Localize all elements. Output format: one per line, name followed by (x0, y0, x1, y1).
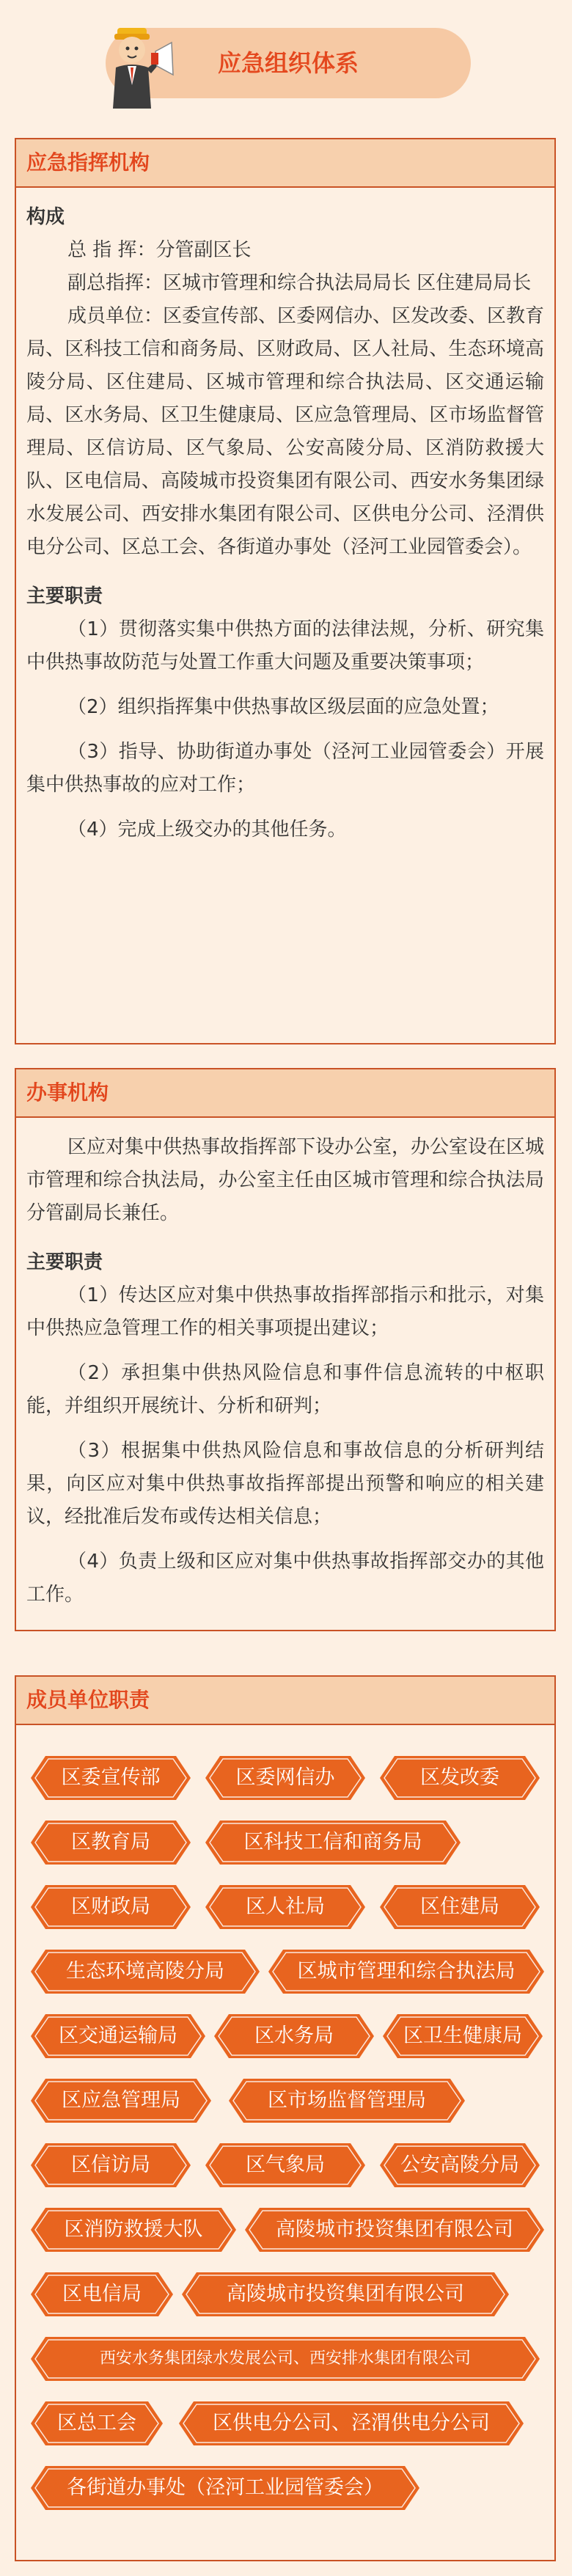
member-unit-tag[interactable]: 区交通运输局 (31, 2014, 205, 2058)
member-unit-tag[interactable]: 区财政局 (31, 1885, 191, 1929)
command-duty-1: （1）贯彻落实集中供热方面的法律法规，分析、研究集中供热事故防范与处置工作重大问题及重要决策事项； (26, 618, 544, 673)
members-heading: 成员单位职责 (16, 1677, 554, 1725)
office-duty-3: （3）根据集中供热风险信息和事故信息的分析研判结果，向区应对集中供热事故指挥部提出预警和响应的相关建议，经批准后发布或传达相关信息； (26, 1440, 544, 1528)
member-unit-tag[interactable]: 公安高陵分局 (380, 2143, 540, 2187)
member-unit-tag[interactable]: 高陵城市投资集团有限公司 (245, 2208, 544, 2252)
member-unit-tag[interactable]: 区消防救援大队 (31, 2208, 236, 2252)
composition-label: 构成 (26, 206, 65, 228)
command-duties-label: 主要职责 (26, 585, 103, 607)
command-heading: 应急指挥机构 (16, 139, 554, 188)
office-duty-1: （1）传达区应对集中供热事故指挥部指示和批示，对集中供热应急管理工作的相关事项提出建议； (26, 1284, 544, 1339)
command-duty-2: （2）组织指挥集中供热事故区级层面的应急处置； (67, 696, 499, 718)
member-unit-tag[interactable]: 区发改委 (380, 1756, 540, 1800)
member-unit-tag[interactable]: 区住建局 (380, 1885, 540, 1929)
office-duty-2: （2）承担集中供热风险信息和事件信息流转的中枢职能，并组织开展统计、分析和研判； (26, 1362, 544, 1417)
office-duties-label: 主要职责 (26, 1251, 103, 1273)
member-unit-tag[interactable]: 区供电分公司、泾渭供电分公司 (179, 2401, 524, 2445)
member-unit-tag[interactable]: 区教育局 (31, 1821, 191, 1865)
office-body (16, 1118, 554, 1619)
member-units-line: 成员单位：区委宣传部、区委网信办、区发改委、区教育局、区科技工信和商务局、区财政局、区人社局、生态环境高陵分局、区住建局、区城市管理和综合执法局、区交通运输局、区水务局、区卫生健康局、区应急管理局、区市场监督管理局、区信访局、区气象局、公安高陵分局、区消防救援大队、区电信局、高陵城市投资集团有限公司、西安水务集团绿水发展公司、西安排水集团有限公司、区供电分公司、泾渭供电分公司、区总工会、各街道办事处（泾河工业园管委会）。 (26, 305, 545, 558)
member-unit-tags (16, 1725, 554, 2554)
deputy-commander-line: 副总指挥：区城市管理和综合执法局局长 区住建局局长 (67, 272, 532, 294)
command-panel (15, 138, 556, 1044)
office-intro: 区应对集中供热事故指挥部下设办公室，办公室设在区城市管理和综合执法局，办公室主任由区城市管理和综合执法局分管副局长兼任。 (26, 1136, 545, 1224)
member-unit-tag[interactable]: 区卫生健康局 (383, 2014, 543, 2058)
office-duty-4: （4）负责上级和区应对集中供热事故指挥部交办的其他工作。 (26, 1551, 544, 1606)
member-unit-tag[interactable]: 区人社局 (205, 1885, 365, 1929)
page-header (0, 0, 572, 117)
page-title: 应急组织体系 (217, 49, 359, 77)
member-unit-tag[interactable]: 高陵城市投资集团有限公司 (182, 2272, 509, 2316)
member-unit-tag[interactable]: 区信访局 (31, 2143, 191, 2187)
command-duty-3: （3）指导、协助街道办事处（泾河工业园管委会）开展集中供热事故的应对工作； (26, 741, 544, 796)
members-panel (15, 1675, 556, 2561)
member-unit-tag[interactable]: 生态环境高陵分局 (31, 1950, 260, 1994)
member-unit-tag[interactable]: 区气象局 (205, 2143, 365, 2187)
commander-line: 总 指 挥：分管副区长 (67, 239, 252, 261)
member-unit-tag[interactable]: 区水务局 (214, 2014, 374, 2058)
member-unit-tag[interactable]: 区城市管理和综合执法局 (268, 1950, 544, 1994)
member-unit-tag[interactable]: 区市场监督管理局 (229, 2079, 465, 2123)
member-unit-tag[interactable]: 区科技工信和商务局 (205, 1821, 461, 1865)
office-heading: 办事机构 (16, 1069, 554, 1118)
member-unit-tag[interactable]: 区委宣传部 (31, 1756, 191, 1800)
member-unit-tag[interactable]: 区应急管理局 (31, 2079, 211, 2123)
member-unit-tag[interactable]: 区总工会 (31, 2401, 163, 2445)
member-unit-tag[interactable]: 区电信局 (31, 2272, 173, 2316)
member-unit-tag[interactable]: 西安水务集团绿水发展公司、西安排水集团有限公司 (31, 2337, 540, 2381)
member-unit-tag[interactable]: 各街道办事处（泾河工业园管委会） (31, 2466, 419, 2510)
command-duty-4: （4）完成上级交办的其他任务。 (67, 819, 347, 841)
member-unit-tag[interactable]: 区委网信办 (205, 1756, 365, 1800)
command-body (16, 188, 554, 854)
office-panel (15, 1068, 556, 1631)
